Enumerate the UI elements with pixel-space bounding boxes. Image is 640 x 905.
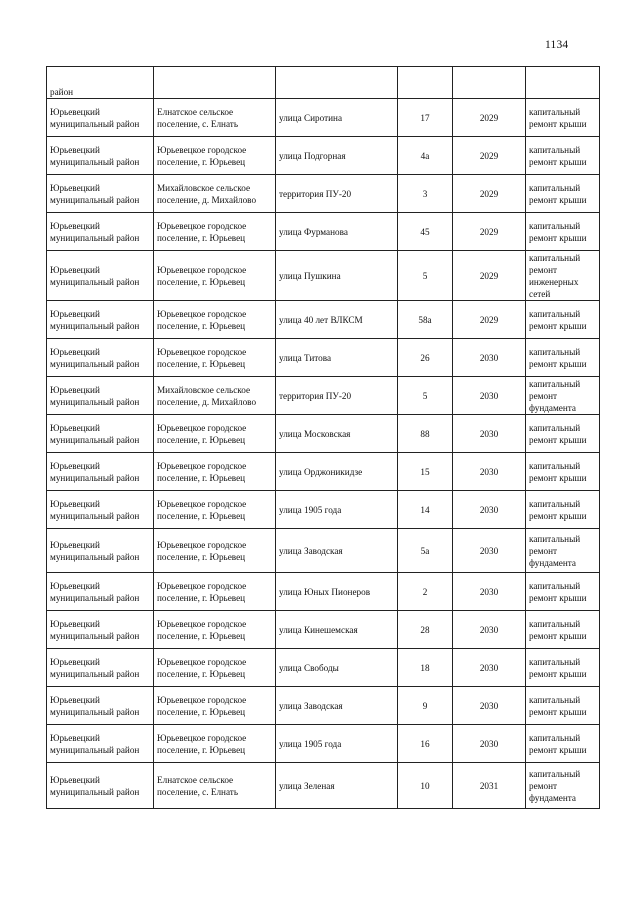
year-cell: 2029 <box>453 251 526 301</box>
settlement-cell: Юрьевецкое городское поселение, г. Юрьевец <box>154 725 276 763</box>
year-cell <box>453 67 526 99</box>
works-type-cell: капитальный ремонт крыши <box>526 99 600 137</box>
works-type-cell: капитальный ремонт крыши <box>526 611 600 649</box>
table-row <box>47 725 600 763</box>
settlement-cell: Юрьевецкое городское поселение, г. Юрьевец <box>154 251 276 301</box>
district-cell: Юрьевецкий муниципальный район <box>47 687 154 725</box>
table-row <box>47 99 600 137</box>
street-cell: территория ПУ-20 <box>276 377 398 415</box>
district-cell: район <box>47 67 154 99</box>
house-number-cell: 5 <box>398 251 453 301</box>
year-cell: 2030 <box>453 649 526 687</box>
street-cell: улица Юных Пионеров <box>276 573 398 611</box>
settlement-cell: Юрьевецкое городское поселение, г. Юрьевец <box>154 649 276 687</box>
house-number-cell: 15 <box>398 453 453 491</box>
works-type-cell: капитальный ремонт крыши <box>526 339 600 377</box>
table-row <box>47 649 600 687</box>
table-row <box>47 491 600 529</box>
table-row <box>47 67 600 99</box>
works-type-cell: капитальный ремонт крыши <box>526 649 600 687</box>
house-number-cell: 4а <box>398 137 453 175</box>
settlement-cell: Юрьевецкое городское поселение, г. Юрьевец <box>154 687 276 725</box>
house-number-cell: 18 <box>398 649 453 687</box>
table-row <box>47 251 600 301</box>
district-cell: Юрьевецкий муниципальный район <box>47 649 154 687</box>
district-cell: Юрьевецкий муниципальный район <box>47 611 154 649</box>
house-number-cell: 28 <box>398 611 453 649</box>
year-cell: 2029 <box>453 175 526 213</box>
settlement-cell: Михайловское сельское поселение, д. Михайлово <box>154 377 276 415</box>
house-number-cell: 58а <box>398 301 453 339</box>
year-cell: 2029 <box>453 213 526 251</box>
district-cell: Юрьевецкий муниципальный район <box>47 301 154 339</box>
year-cell: 2030 <box>453 453 526 491</box>
table-row <box>47 213 600 251</box>
street-cell: улица 1905 года <box>276 725 398 763</box>
district-cell: Юрьевецкий муниципальный район <box>47 213 154 251</box>
works-type-cell: капитальный ремонт крыши <box>526 301 600 339</box>
works-type-cell: капитальный ремонт фундамента <box>526 529 600 573</box>
settlement-cell: Юрьевецкое городское поселение, г. Юрьевец <box>154 301 276 339</box>
house-number-cell: 26 <box>398 339 453 377</box>
works-type-cell: капитальный ремонт фундамента <box>526 377 600 415</box>
house-number-cell: 2 <box>398 573 453 611</box>
street-cell: улица Кинешемская <box>276 611 398 649</box>
house-number-cell: 14 <box>398 491 453 529</box>
settlement-cell: Юрьевецкое городское поселение, г. Юрьевец <box>154 529 276 573</box>
settlement-cell: Юрьевецкое городское поселение, г. Юрьевец <box>154 453 276 491</box>
district-cell: Юрьевецкий муниципальный район <box>47 137 154 175</box>
house-number-cell: 16 <box>398 725 453 763</box>
district-cell: Юрьевецкий муниципальный район <box>47 573 154 611</box>
year-cell: 2030 <box>453 529 526 573</box>
settlement-cell: Михайловское сельское поселение, д. Михайлово <box>154 175 276 213</box>
works-type-cell: капитальный ремонт крыши <box>526 725 600 763</box>
house-number-cell: 88 <box>398 415 453 453</box>
street-cell <box>276 67 398 99</box>
year-cell: 2030 <box>453 725 526 763</box>
settlement-cell: Елнатское сельское поселение, с. Елнать <box>154 99 276 137</box>
street-cell: улица Свободы <box>276 649 398 687</box>
table-row <box>47 611 600 649</box>
year-cell: 2030 <box>453 339 526 377</box>
street-cell: улица Фурманова <box>276 213 398 251</box>
year-cell: 2029 <box>453 137 526 175</box>
street-cell: улица 40 лет ВЛКСМ <box>276 301 398 339</box>
year-cell: 2030 <box>453 377 526 415</box>
works-type-cell: капитальный ремонт крыши <box>526 491 600 529</box>
street-cell: улица Сиротина <box>276 99 398 137</box>
year-cell: 2029 <box>453 99 526 137</box>
table-row <box>47 175 600 213</box>
street-cell: улица 1905 года <box>276 491 398 529</box>
housing-repair-table <box>46 66 600 809</box>
district-cell: Юрьевецкий муниципальный район <box>47 415 154 453</box>
works-type-cell: капитальный ремонт крыши <box>526 453 600 491</box>
settlement-cell: Юрьевецкое городское поселение, г. Юрьевец <box>154 213 276 251</box>
district-cell: Юрьевецкий муниципальный район <box>47 377 154 415</box>
street-cell: улица Московская <box>276 415 398 453</box>
house-number-cell: 17 <box>398 99 453 137</box>
works-type-cell: капитальный ремонт крыши <box>526 137 600 175</box>
house-number-cell: 10 <box>398 763 453 809</box>
year-cell: 2030 <box>453 611 526 649</box>
house-number-cell: 5а <box>398 529 453 573</box>
table-row <box>47 137 600 175</box>
street-cell: улица Заводская <box>276 529 398 573</box>
district-cell: Юрьевецкий муниципальный район <box>47 453 154 491</box>
works-type-cell: капитальный ремонт инженерных сетей <box>526 251 600 301</box>
table-row <box>47 415 600 453</box>
district-cell: Юрьевецкий муниципальный район <box>47 175 154 213</box>
year-cell: 2029 <box>453 301 526 339</box>
settlement-cell: Юрьевецкое городское поселение, г. Юрьевец <box>154 415 276 453</box>
settlement-cell: Елнатское сельское поселение, с. Елнать <box>154 763 276 809</box>
works-type-cell: капитальный ремонт фундамента <box>526 763 600 809</box>
year-cell: 2031 <box>453 763 526 809</box>
table-row <box>47 301 600 339</box>
works-type-cell: капитальный ремонт крыши <box>526 573 600 611</box>
district-cell: Юрьевецкий муниципальный район <box>47 339 154 377</box>
table-row <box>47 339 600 377</box>
year-cell: 2030 <box>453 573 526 611</box>
works-type-cell: капитальный ремонт крыши <box>526 687 600 725</box>
settlement-cell: Юрьевецкое городское поселение, г. Юрьевец <box>154 339 276 377</box>
works-type-cell: капитальный ремонт крыши <box>526 175 600 213</box>
works-type-cell: капитальный ремонт крыши <box>526 213 600 251</box>
street-cell: улица Подгорная <box>276 137 398 175</box>
street-cell: улица Заводская <box>276 687 398 725</box>
table-body <box>47 67 600 809</box>
street-cell: территория ПУ-20 <box>276 175 398 213</box>
house-number-cell: 9 <box>398 687 453 725</box>
house-number-cell: 5 <box>398 377 453 415</box>
settlement-cell: Юрьевецкое городское поселение, г. Юрьевец <box>154 611 276 649</box>
district-cell: Юрьевецкий муниципальный район <box>47 251 154 301</box>
street-cell: улица Орджоникидзе <box>276 453 398 491</box>
settlement-cell: Юрьевецкое городское поселение, г. Юрьевец <box>154 137 276 175</box>
settlement-cell: Юрьевецкое городское поселение, г. Юрьевец <box>154 573 276 611</box>
street-cell: улица Пушкина <box>276 251 398 301</box>
year-cell: 2030 <box>453 415 526 453</box>
year-cell: 2030 <box>453 687 526 725</box>
table-row <box>47 763 600 809</box>
table-row <box>47 529 600 573</box>
page-number: 1134 <box>545 39 569 51</box>
house-number-cell: 45 <box>398 213 453 251</box>
house-number-cell: 3 <box>398 175 453 213</box>
table-row <box>47 453 600 491</box>
house-number-cell <box>398 67 453 99</box>
district-cell: Юрьевецкий муниципальный район <box>47 99 154 137</box>
district-cell: Юрьевецкий муниципальный район <box>47 529 154 573</box>
district-cell: Юрьевецкий муниципальный район <box>47 491 154 529</box>
table-row <box>47 687 600 725</box>
works-type-cell: капитальный ремонт крыши <box>526 415 600 453</box>
district-cell: Юрьевецкий муниципальный район <box>47 763 154 809</box>
street-cell: улица Зеленая <box>276 763 398 809</box>
year-cell: 2030 <box>453 491 526 529</box>
street-cell: улица Титова <box>276 339 398 377</box>
works-type-cell <box>526 67 600 99</box>
table-row <box>47 573 600 611</box>
district-cell: Юрьевецкий муниципальный район <box>47 725 154 763</box>
table-row <box>47 377 600 415</box>
settlement-cell: Юрьевецкое городское поселение, г. Юрьевец <box>154 491 276 529</box>
settlement-cell <box>154 67 276 99</box>
